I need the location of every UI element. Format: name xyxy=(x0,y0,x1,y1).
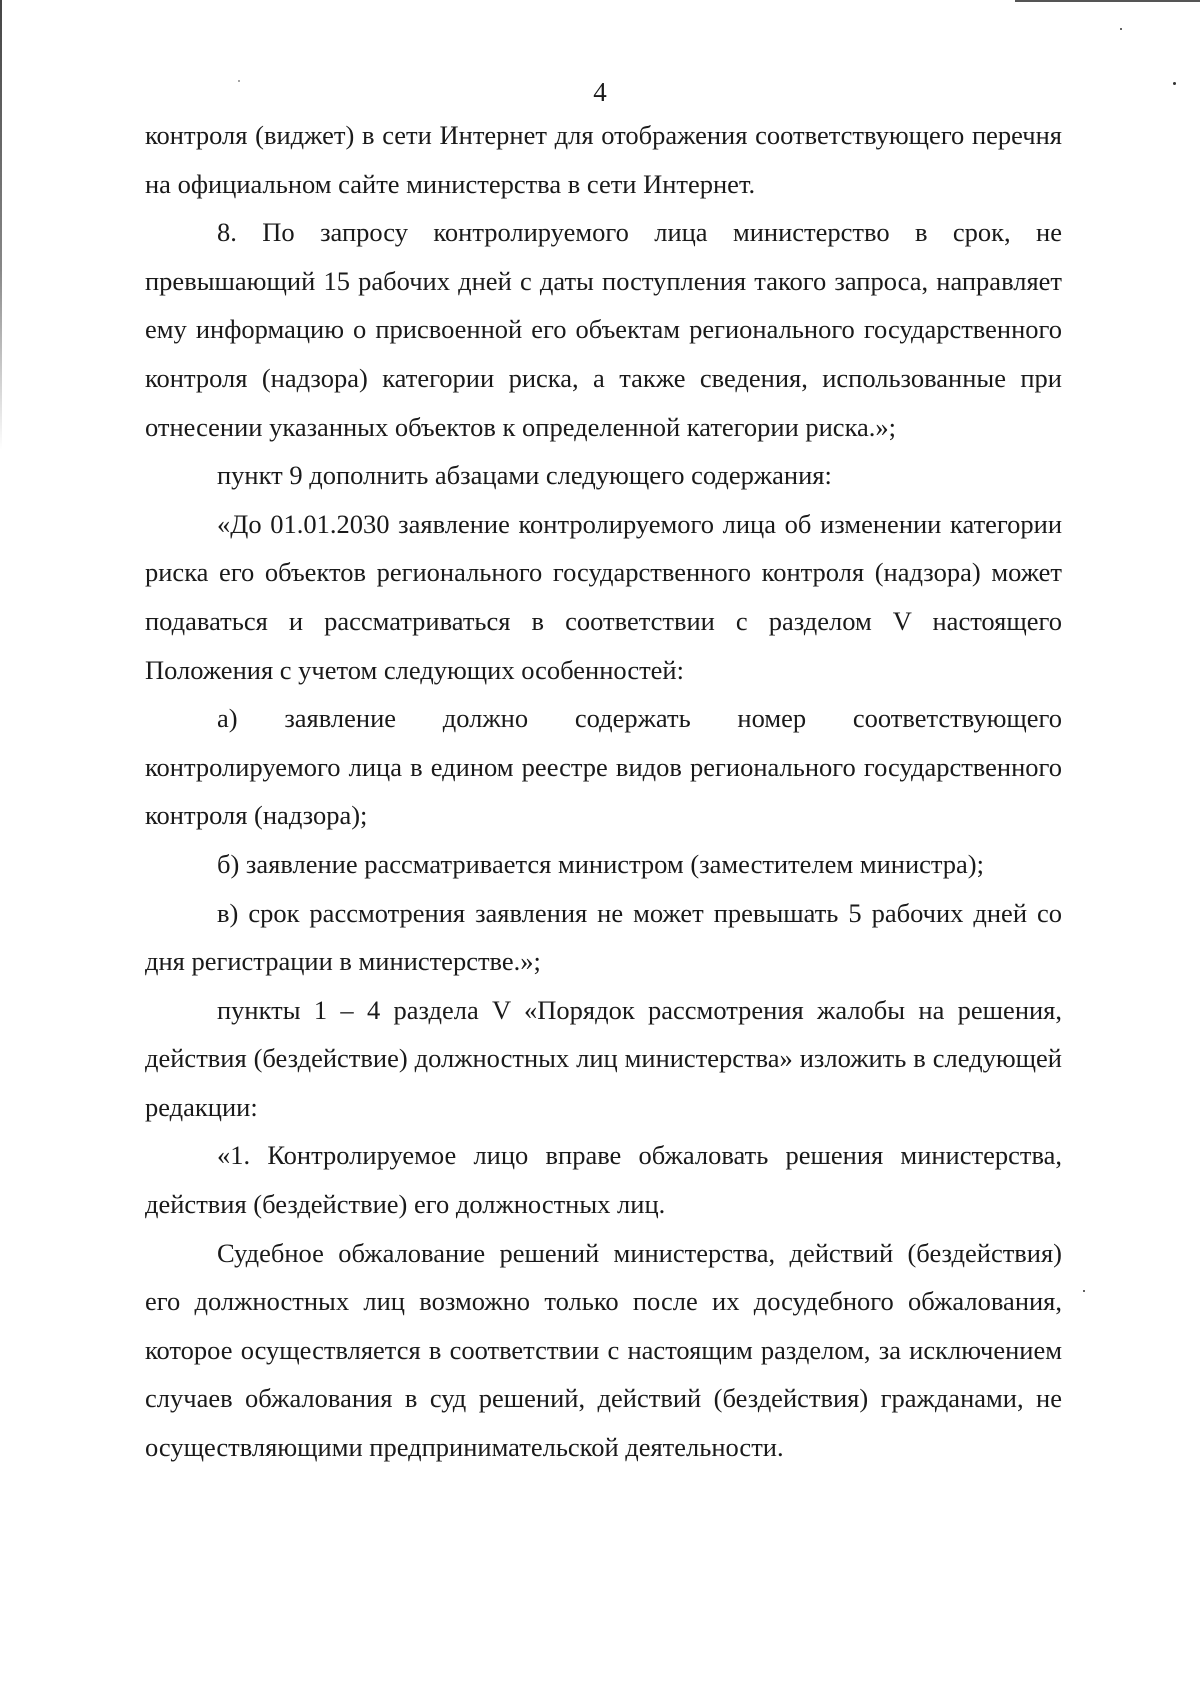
paragraph: а) заявление должно содержать номер соответствующего контролируемого лица в едином реестре видов регионального государственного контроля (надзора); xyxy=(145,703,1062,831)
page-number: 4 xyxy=(593,77,607,107)
scan-speck xyxy=(1120,28,1122,30)
scan-left-edge xyxy=(0,0,2,450)
paragraph: «До 01.01.2030 заявление контролируемого лица об изменении категории риска его объектов регионального государственного контроля (надзора) может подаваться и рассматриваться в соответствии с разделом V настоящего Положения с учетом следующих особенностей: xyxy=(145,508,1062,685)
paragraph: 8. По запросу контролируемого лица министерство в срок, не превышающий 15 рабочих дней с даты поступления такого запроса, направляет ему информацию о присвоенной его объектам регионального государственного контроля (надзора) категории риска, а также сведения, использованные при отнесении указанных объектов к определенной категории риска.»; xyxy=(145,217,1062,442)
paragraph: в) срок рассмотрения заявления не может превышать 5 рабочих дней со дня регистрации в министерстве.»; xyxy=(145,897,1062,977)
document-body xyxy=(145,111,1062,1472)
paragraph: «1. Контролируемое лицо вправе обжаловать решения министерства, действия (бездействие) его должностных лиц. xyxy=(145,1140,1062,1220)
paragraph: б) заявление рассматривается министром (заместителем министра); xyxy=(217,848,984,879)
paragraph: Судебное обжалование решений министерства, действий (бездействия) его должностных лиц возможно только после их досудебного обжалования, которое осуществляется в соответствии с настоящим разделом, за исключением случаев обжалования в суд решений, действий (бездействия) гражданами, не осуществляющими предпринимательской деятельности. xyxy=(145,1237,1062,1463)
paragraph: пункты 1 – 4 раздела V «Порядок рассмотрения жалобы на решения, действия (бездействие) должностных лиц министерства» изложить в следующей редакции: xyxy=(145,994,1062,1122)
scan-top-edge xyxy=(1015,0,1200,2)
paragraph: контроля (виджет) в сети Интернет для отображения соответствующего перечня на официальном сайте министерства в сети Интернет. xyxy=(145,120,1062,199)
paragraph: пункт 9 дополнить абзацами следующего содержания: xyxy=(217,460,832,491)
scan-speck xyxy=(1083,1290,1085,1292)
